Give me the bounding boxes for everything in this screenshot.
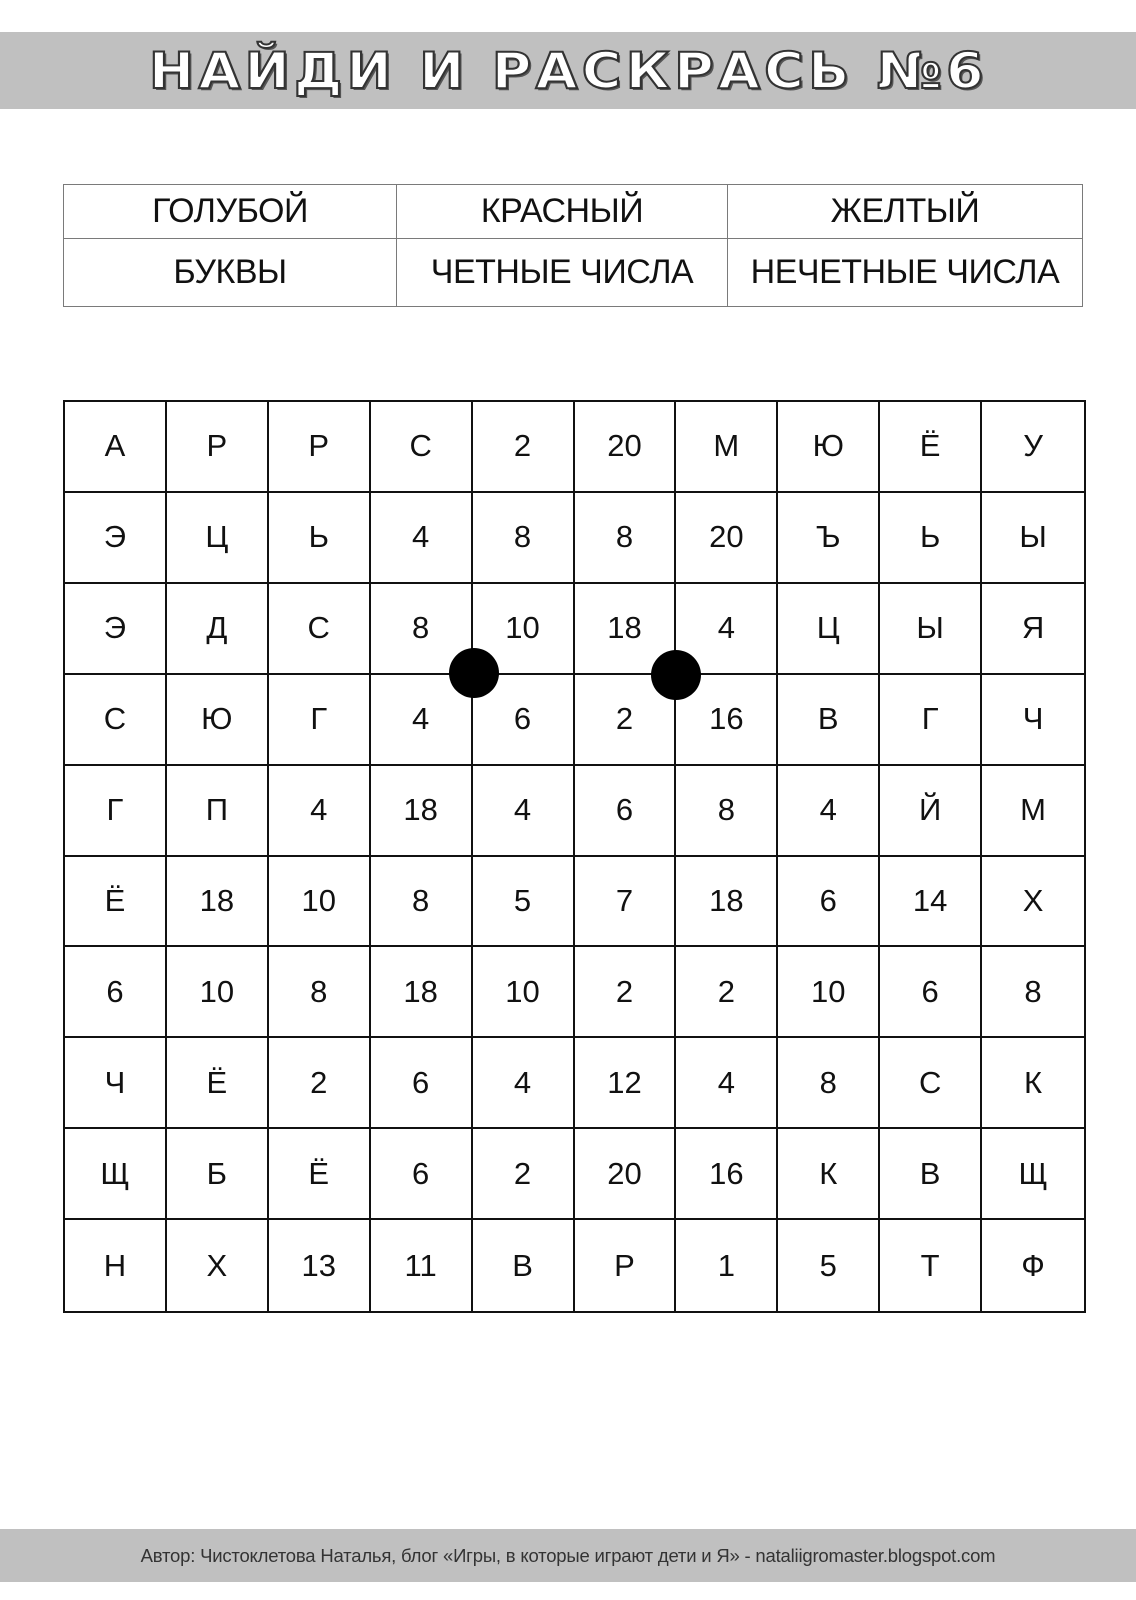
grid-cell[interactable]: Ц	[167, 493, 269, 584]
grid-cell[interactable]: 16	[676, 675, 778, 766]
grid-cell[interactable]: М	[982, 766, 1084, 857]
grid-cell[interactable]: 12	[575, 1038, 677, 1129]
grid-cell[interactable]: П	[167, 766, 269, 857]
grid-cell[interactable]: М	[676, 402, 778, 493]
grid-cell[interactable]: В	[778, 675, 880, 766]
grid-cell[interactable]: Т	[880, 1220, 982, 1311]
grid-cell[interactable]: 18	[167, 857, 269, 948]
author-credit: Автор: Чистоклетова Наталья, блог «Игры, в которые играют дети и Я» - nataliigromaster.blogspot.com	[140, 1544, 996, 1566]
grid-cell[interactable]: 4	[473, 1038, 575, 1129]
grid-cell[interactable]: 5	[778, 1220, 880, 1311]
grid-cell[interactable]: 13	[269, 1220, 371, 1311]
grid-cell[interactable]: 8	[371, 857, 473, 948]
grid-cell[interactable]: 8	[778, 1038, 880, 1129]
grid-cell[interactable]: С	[371, 402, 473, 493]
grid-cell[interactable]: Н	[65, 1220, 167, 1311]
grid-cell[interactable]: 6	[778, 857, 880, 948]
grid-cell[interactable]: 4	[676, 584, 778, 675]
grid-cell[interactable]: Ы	[880, 584, 982, 675]
grid-cell[interactable]: 2	[473, 402, 575, 493]
legend-color-blue: ГОЛУБОЙ	[64, 185, 397, 239]
grid-cell[interactable]: 10	[778, 947, 880, 1038]
grid-cell[interactable]: 10	[473, 584, 575, 675]
grid-cell[interactable]: 2	[473, 1129, 575, 1220]
color-legend-table	[63, 184, 1083, 307]
legend-color-red: КРАСНЫЙ	[397, 185, 728, 239]
grid-cell[interactable]: 11	[371, 1220, 473, 1311]
grid-cell[interactable]: Ё	[880, 402, 982, 493]
grid-cell[interactable]: 6	[880, 947, 982, 1038]
grid-cell[interactable]: Г	[880, 675, 982, 766]
grid-cell[interactable]: 14	[880, 857, 982, 948]
grid-cell[interactable]: 2	[575, 675, 677, 766]
grid-cell[interactable]: С	[880, 1038, 982, 1129]
grid-cell[interactable]: 4	[473, 766, 575, 857]
grid-cell[interactable]: 2	[575, 947, 677, 1038]
grid-cell[interactable]: Р	[167, 402, 269, 493]
grid-cell[interactable]: Б	[167, 1129, 269, 1220]
grid-cell[interactable]: Й	[880, 766, 982, 857]
grid-cell[interactable]: 20	[676, 493, 778, 584]
grid-cell[interactable]: Э	[65, 584, 167, 675]
grid-cell[interactable]: 2	[676, 947, 778, 1038]
grid-cell[interactable]: Г	[269, 675, 371, 766]
grid-cell[interactable]: 4	[676, 1038, 778, 1129]
grid-cell[interactable]: 6	[575, 766, 677, 857]
grid-cell[interactable]: С	[269, 584, 371, 675]
grid-cell[interactable]: 5	[473, 857, 575, 948]
legend-color-yellow: ЖЕЛТЫЙ	[728, 185, 1082, 239]
grid-cell[interactable]: 6	[371, 1129, 473, 1220]
grid-cell[interactable]: 8	[676, 766, 778, 857]
grid-cell[interactable]: 18	[371, 766, 473, 857]
grid-cell[interactable]: Ю	[167, 675, 269, 766]
grid-cell[interactable]: Э	[65, 493, 167, 584]
grid-cell[interactable]: С	[65, 675, 167, 766]
grid-cell[interactable]: Ё	[269, 1129, 371, 1220]
grid-cell[interactable]: У	[982, 402, 1084, 493]
grid-cell[interactable]: А	[65, 402, 167, 493]
grid-cell[interactable]: 6	[371, 1038, 473, 1129]
dot-marker-left	[449, 648, 499, 698]
grid-cell[interactable]: К	[778, 1129, 880, 1220]
grid-cell[interactable]: 20	[575, 402, 677, 493]
legend-category-even-numbers: ЧЕТНЫЕ ЧИСЛА	[397, 239, 728, 306]
grid-cell[interactable]: Ь	[880, 493, 982, 584]
grid-cell[interactable]: 8	[473, 493, 575, 584]
grid-cell[interactable]: Ё	[65, 857, 167, 948]
grid-cell[interactable]: Р	[575, 1220, 677, 1311]
grid-cell[interactable]: 4	[269, 766, 371, 857]
grid-cell[interactable]: 2	[269, 1038, 371, 1129]
grid-cell[interactable]: Д	[167, 584, 269, 675]
grid-cell[interactable]: 8	[982, 947, 1084, 1038]
grid-cell[interactable]: Ю	[778, 402, 880, 493]
dot-marker-right	[651, 650, 701, 700]
grid-cell[interactable]: 18	[676, 857, 778, 948]
header-band	[0, 32, 1136, 109]
grid-cell[interactable]: 20	[575, 1129, 677, 1220]
grid-cell[interactable]: Х	[167, 1220, 269, 1311]
grid-cell[interactable]: 8	[371, 584, 473, 675]
grid-cell[interactable]: Ц	[778, 584, 880, 675]
page-title: НАЙДИ И РАСКРАСЬ №6	[148, 41, 988, 100]
grid-cell[interactable]: 8	[575, 493, 677, 584]
grid-cell[interactable]: Ч	[982, 675, 1084, 766]
grid-cell[interactable]: К	[982, 1038, 1084, 1129]
grid-cell[interactable]: Х	[982, 857, 1084, 948]
grid-cell[interactable]: 7	[575, 857, 677, 948]
footer-band	[0, 1529, 1136, 1582]
grid-cell[interactable]: 1	[676, 1220, 778, 1311]
grid-cell[interactable]: 4	[371, 493, 473, 584]
grid-cell[interactable]: 16	[676, 1129, 778, 1220]
grid-cell[interactable]: Ъ	[778, 493, 880, 584]
grid-cell[interactable]: 10	[473, 947, 575, 1038]
legend-category-odd-numbers: НЕЧЕТНЫЕ ЧИСЛА	[750, 253, 1060, 291]
grid-cell[interactable]: Я	[982, 584, 1084, 675]
grid-cell[interactable]: Щ	[65, 1129, 167, 1220]
legend-category-letters: БУКВЫ	[64, 239, 397, 306]
grid-cell[interactable]: Г	[65, 766, 167, 857]
grid-cell[interactable]: 6	[473, 675, 575, 766]
grid-cell[interactable]: 4	[371, 675, 473, 766]
grid-cell[interactable]: 18	[371, 947, 473, 1038]
grid-cell[interactable]: Ч	[65, 1038, 167, 1129]
grid-cell[interactable]: В	[880, 1129, 982, 1220]
grid-cell[interactable]: Щ	[982, 1129, 1084, 1220]
grid-cell[interactable]: 18	[575, 584, 677, 675]
grid-cell[interactable]: Ф	[1021, 1247, 1045, 1283]
grid-cell[interactable]: 10	[167, 947, 269, 1038]
grid-cell[interactable]: 10	[269, 857, 371, 948]
grid-cell[interactable]: Ы	[982, 493, 1084, 584]
grid-cell[interactable]: 4	[778, 766, 880, 857]
grid-cell[interactable]: 6	[65, 947, 167, 1038]
grid-cell[interactable]: Ь	[269, 493, 371, 584]
grid-cell[interactable]: Ё	[167, 1038, 269, 1129]
puzzle-grid	[63, 400, 1086, 1313]
grid-cell[interactable]: Р	[269, 402, 371, 493]
grid-cell[interactable]: 8	[269, 947, 371, 1038]
grid-cell[interactable]: В	[473, 1220, 575, 1311]
